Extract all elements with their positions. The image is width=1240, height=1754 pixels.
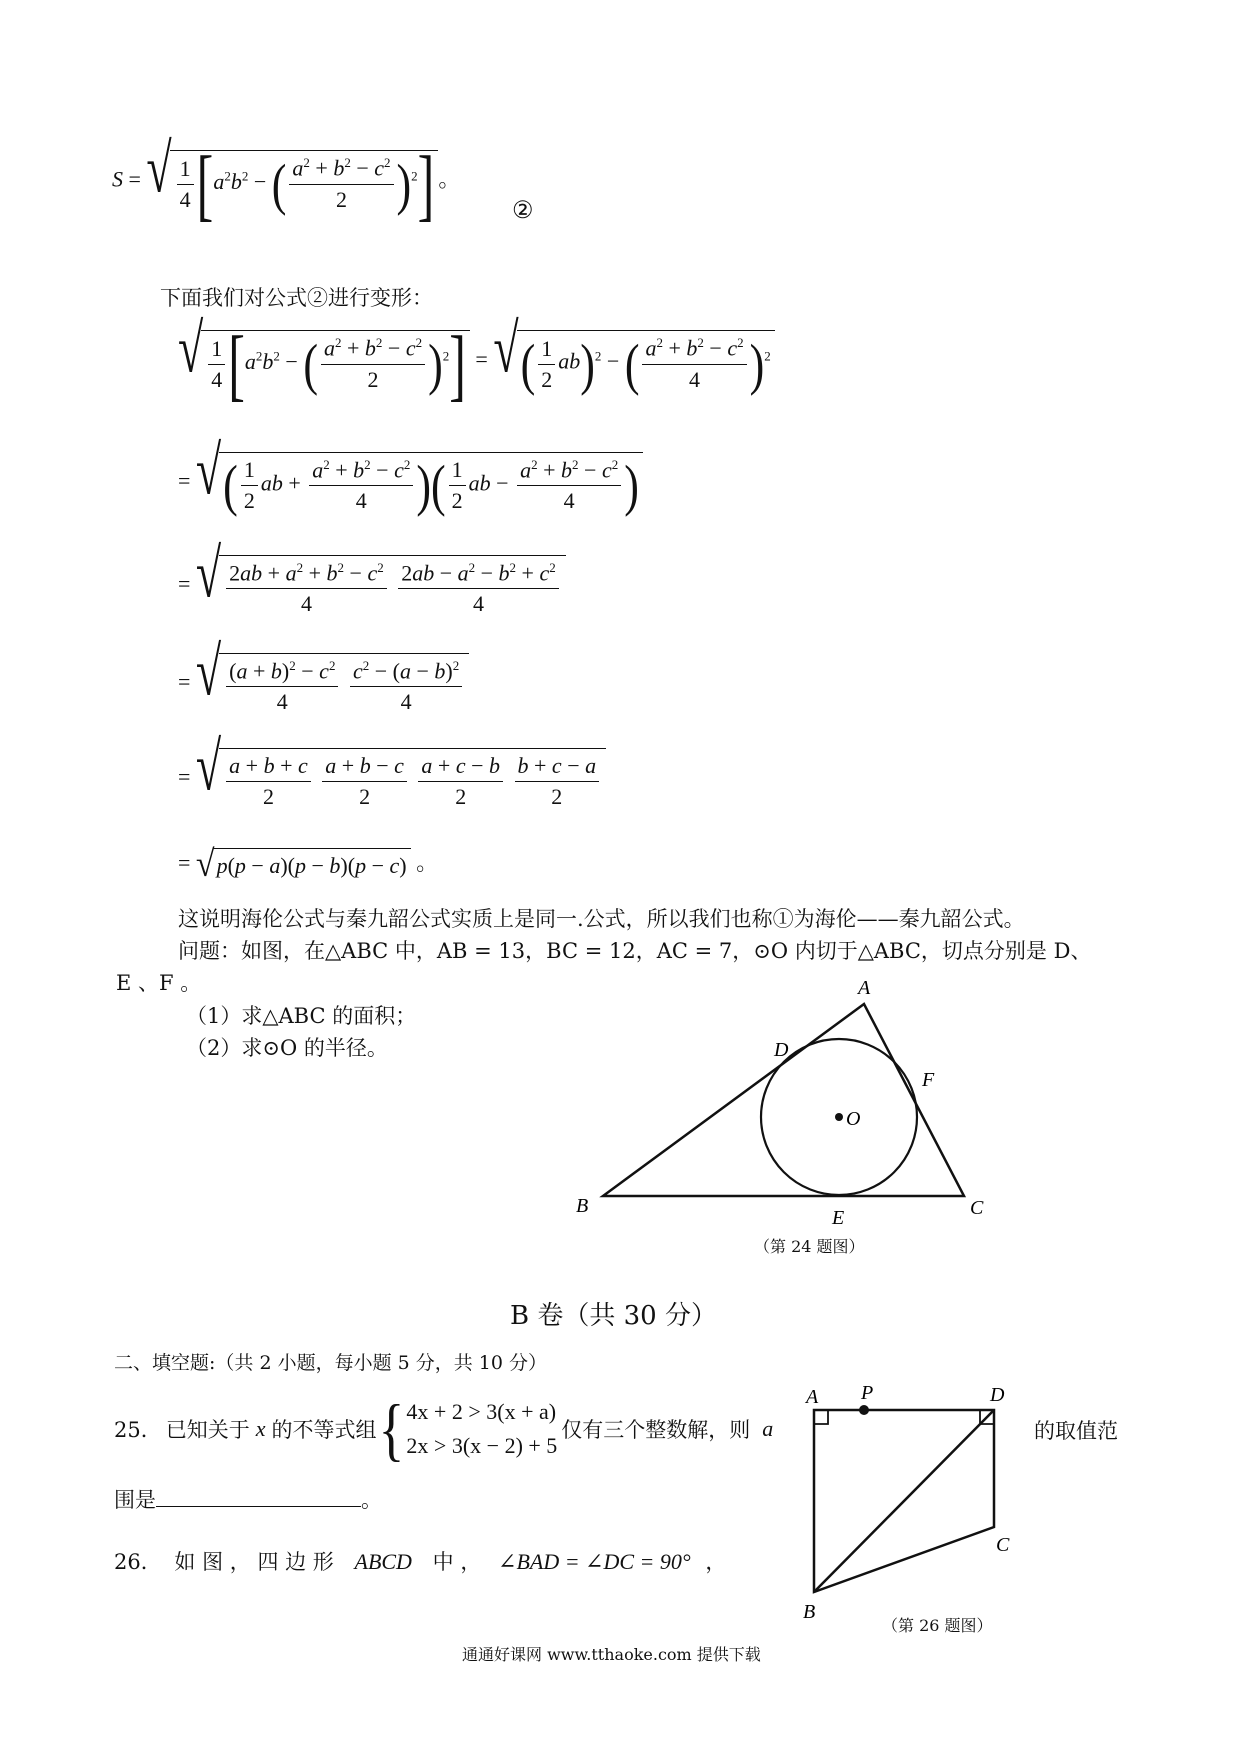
figure-26-caption: （第 26 题图）	[882, 1616, 993, 1635]
q25-var-a: a	[762, 1416, 774, 1441]
figure-24-caption: （第 24 题图）	[754, 1237, 865, 1256]
derivation-line-4: = √ $\frac{(a + b)^2 - c^2}{4}$ $\frac{c^2 - (a - b)^2}{4}$	[178, 653, 469, 715]
q25-text-f: 。	[361, 1488, 382, 1512]
label-b: B	[576, 1195, 589, 1217]
point-p	[859, 1405, 869, 1415]
q25-text-d: 的取值范	[1034, 1419, 1118, 1443]
derivation-line-3: = √ $\frac{2ab + a^2 + b^2 - c^2}{4}$ $\frac{2ab - a^2 - b^2 + c^2}{4}$	[178, 555, 566, 617]
derivation-line-1: √ $\frac{1}{4}$ [$a^2b^2$ − ( $\frac{a^2 + b^2 - c^2}{2}$ )$^2$] = √ ( $\frac{1}{2}$ ab)$^2$ − ( $\frac{a^2 + b^2 - c^2}{4}$ )$^2$	[178, 330, 775, 393]
q25-var-x: x	[255, 1416, 266, 1441]
label-f: F	[922, 1069, 935, 1091]
question-26	[114, 1546, 726, 1576]
problem-question-1: （1）求△ABC 的面积；	[186, 1004, 417, 1028]
q25-text-c: 仅有三个整数解，则	[561, 1418, 751, 1442]
label-d: D	[990, 1384, 1005, 1406]
q26-end: ，	[705, 1550, 727, 1574]
question-25: 25． 已知关于 x 的不等式组 { 4x + 2 > 3(x + a) 2x > 3(x − 2) + 5 仅有三个整数解，则 a	[114, 1390, 774, 1468]
derivation-line-2: = √ ( $\frac{1}{2}$ ab + $\frac{a^2 + b^2 - c^2}{4}$ )( $\frac{1}{2}$ ab − $\frac{a^2 + b^2 - c^2}{4}$ )	[178, 452, 643, 514]
q25-text-e: 围是	[114, 1488, 156, 1512]
right-angle-a	[814, 1410, 828, 1424]
label-p: P	[861, 1382, 874, 1404]
label-e: E	[832, 1207, 845, 1229]
q26-mid: 中 ，	[432, 1550, 482, 1574]
problem-line-2: E 、F 。	[116, 971, 202, 995]
figure-26	[790, 1380, 1030, 1630]
formula-2: S = √ $\frac{1}{4}$ [$a^2b^2$ − ( $\frac{a^2 + b^2 - c^2}{2}$ )$^2$] 。	[112, 129, 461, 229]
label-a: A	[858, 977, 871, 999]
label-o: O	[846, 1108, 861, 1130]
formula-s-label: S	[112, 166, 123, 192]
q25-answer-blank[interactable]	[156, 1488, 361, 1507]
section-b-title: B 卷（共 30 分）	[510, 1301, 717, 1331]
center-o-point	[835, 1113, 843, 1121]
diagonal-bd	[814, 1410, 994, 1592]
q25-inequality-2: 2x > 3(x − 2) + 5	[406, 1433, 558, 1458]
derivation-line-5: = √ $\frac{a + b + c}{2}$ $\frac{a + b - c}{2}$ $\frac{a + c - b}{2}$ $\frac{b + c - a}{2}$	[178, 748, 606, 810]
footer-text: 通通好课网 www.tthaoke.com 提供下载	[462, 1645, 761, 1664]
figure-24	[560, 975, 1000, 1255]
fill-in-heading: 二、填空题:（共 2 小题，每小题 5 分，共 10 分）	[114, 1352, 547, 1374]
q26-number: 26．	[114, 1550, 162, 1574]
q26-quad: ABCD	[354, 1549, 412, 1574]
derivation-line-6: = √ p(p − a)(p − b)(p − c) 。	[178, 844, 439, 885]
q25-number: 25．	[114, 1418, 162, 1442]
q26-text: 如 图 ， 四 边 形	[174, 1550, 334, 1574]
intro-text: 下面我们对公式②进行变形：	[160, 286, 433, 310]
q25-inequality-1: 4x + 2 > 3(x + a)	[406, 1399, 557, 1424]
problem-line-1: 问题：如图，在△ABC 中，AB = 13，BC = 12，AC = 7，⊙O 内切于△ABC，切点分别是 D、	[178, 939, 1092, 963]
label-b: B	[803, 1601, 816, 1623]
label-c: C	[996, 1534, 1010, 1556]
q25-answer-line	[114, 1484, 382, 1514]
problem-question-2: （2）求⊙O 的半径。	[186, 1036, 388, 1060]
label-d: D	[774, 1039, 789, 1061]
q25-text-b: 的不等式组	[271, 1418, 377, 1442]
conclusion-text: 这说明海伦公式与秦九韶公式实质上是同一.公式，所以我们也称①为海伦——秦九韶公式。	[178, 907, 1025, 931]
triangle-abc	[603, 1004, 964, 1196]
q25-text-a: 已知关于	[165, 1418, 250, 1442]
q26-angle: ∠BAD = ∠DC = 90°	[498, 1549, 691, 1574]
label-c: C	[970, 1197, 984, 1219]
circled-two-label: ②	[512, 198, 534, 224]
label-a: A	[806, 1386, 819, 1408]
